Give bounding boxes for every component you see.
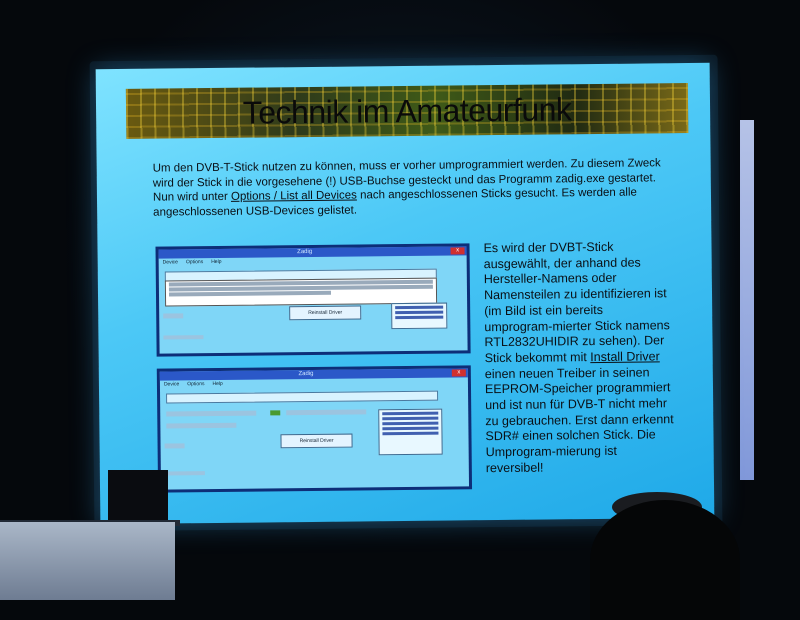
slide-title-banner [126, 83, 688, 139]
usb-id-row [166, 423, 236, 429]
list-item [382, 422, 438, 426]
zadig-window-1 [159, 246, 468, 353]
driver-links-box [378, 409, 442, 456]
zadig-screenshot-2 [157, 365, 472, 492]
side-link-install-driver: Install Driver [590, 349, 660, 364]
side-text-2: einen neuen Treiber in seinen EEPROM-Speicher programmiert und ist nun für DVB-T nicht mehr zu gebrauchen. Erst dann erkennt SDR# einen solchen Stick. Die Umprogram-mierung ist reversibel! [484, 365, 674, 476]
arrow-right-icon [270, 410, 280, 415]
list-item [382, 412, 438, 416]
table-cloth [0, 522, 175, 600]
list-item [395, 311, 443, 315]
menu-device: Device [163, 381, 180, 388]
list-item [395, 316, 443, 320]
slide-title: Technik im Amateurfunk [242, 90, 572, 131]
driver-row [166, 411, 256, 417]
projected-slide [96, 63, 715, 524]
device-combo [166, 391, 438, 404]
side-text-1: Es wird der DVBT-Stick ausgewählt, der anhand des Hersteller-Namens oder Namensteilen zu identifizieren ist (im Bild ist ein bereits umprogram-mierter Stick namens RTL2832UHIDIR zu sehen). Der Stick bekommt mit [483, 239, 670, 366]
menu-options: Options [185, 259, 204, 266]
zadig-window-2 [160, 368, 469, 489]
intro-link-options: Options / List all Devices [230, 189, 357, 203]
reinstall-driver-button: Reinstall Driver [289, 305, 361, 320]
close-icon: x [452, 369, 466, 376]
driver-target-row [286, 409, 366, 415]
menu-help: Help [211, 258, 222, 266]
wcid-label [165, 443, 185, 448]
intro-text-2: nach angeschlossenen Sticks gesucht. Es werden alle angeschlossenen USB-Devices gelistet. [153, 186, 637, 219]
chair-silhouette [108, 470, 168, 520]
menu-options: Options [187, 381, 205, 388]
intro-text-1: Um den DVB-T-Stick nutzen zu können, muss er vorher umprogrammiert werden. Zu diesem Zweck wird der Stick in die vorgesehene (!) USB-Buchse gesteckt und das Programm zadig.exe gestartet. Nun wird unter [152, 157, 661, 204]
wall-light-strip [740, 120, 754, 480]
intro-paragraph [153, 156, 664, 219]
wcid-label [163, 313, 183, 318]
list-item [382, 427, 438, 431]
status-bar [165, 471, 205, 475]
list-item [382, 417, 438, 421]
reinstall-driver-button: Reinstall Driver [280, 434, 352, 449]
menu-device: Device [162, 259, 178, 266]
list-item [382, 432, 438, 436]
side-paragraph [483, 239, 675, 477]
audience-silhouette [590, 500, 740, 620]
status-bar [163, 335, 203, 339]
list-item [395, 306, 443, 310]
driver-links-box [391, 303, 447, 330]
list-item [169, 291, 331, 297]
window-title: Zadig [298, 370, 314, 378]
menu-help: Help [212, 380, 223, 388]
zadig-screenshot-1 [155, 243, 470, 356]
close-icon: x [451, 247, 465, 254]
window-title: Zadig [297, 248, 313, 256]
